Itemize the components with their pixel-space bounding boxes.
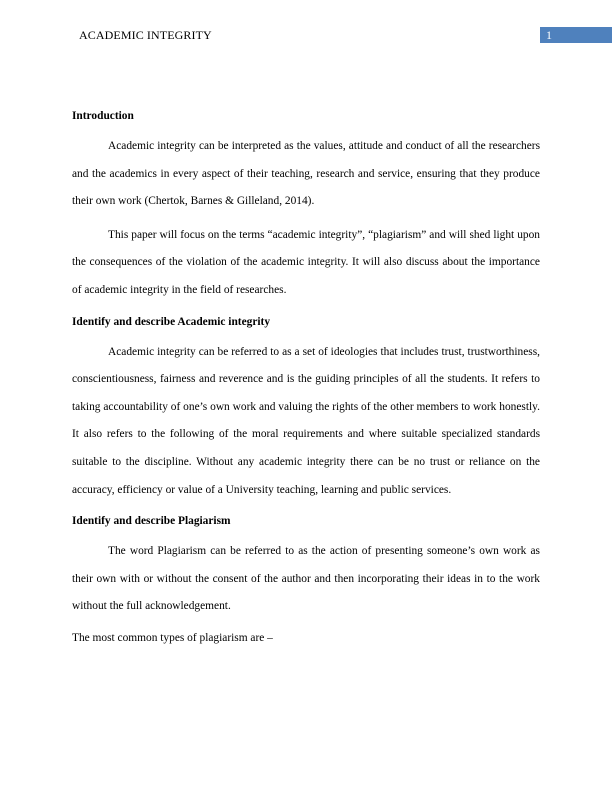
paragraph-plagiarism-types-intro: The most common types of plagiarism are – xyxy=(72,631,273,644)
paragraph-plagiarism-1: The word Plagiarism can be referred to as the action of presenting someone’s own work as their own with or without the consent of the author and then incorporating their ideas in to the work without the full acknowledgement. xyxy=(72,545,540,613)
page-header xyxy=(0,26,612,44)
paragraph-academic-integrity: Academic integrity can be referred to as a set of ideologies that includes trust, trustworthiness, conscientiousness, fairness and reverence and is the guiding principles of all the students. It refers to taking accountability of one’s own work and valuing the rights of the other members to work honestly. It also refers to the following of the moral requirements and where suitable specialized standards suitable to the discipline. Without any academic integrity there can be no trust or reliance on the accuracy, efficiency or value of a University teaching, learning and public services. xyxy=(72,345,540,496)
heading-introduction: Introduction xyxy=(72,110,134,122)
paragraph-intro-1: Academic integrity can be interpreted as the values, attitude and conduct of all the researchers and the academics in every aspect of their teaching, research and service, ensuring that they produce their own work (Chertok, Barnes & Gilleland, 2014). xyxy=(72,140,540,208)
document-body xyxy=(72,103,540,653)
running-header-title: ACADEMIC INTEGRITY xyxy=(79,28,212,42)
heading-plagiarism: Identify and describe Plagiarism xyxy=(72,515,231,528)
page-number-badge: 1 xyxy=(540,27,612,43)
heading-academic-integrity: Identify and describe Academic integrity xyxy=(72,315,271,328)
paragraph-intro-2: This paper will focus on the terms “academic integrity”, “plagiarism” and will shed light upon the consequences of the violation of the academic integrity. It will also discuss about the importance of academic integrity in the field of researches. xyxy=(72,228,540,296)
